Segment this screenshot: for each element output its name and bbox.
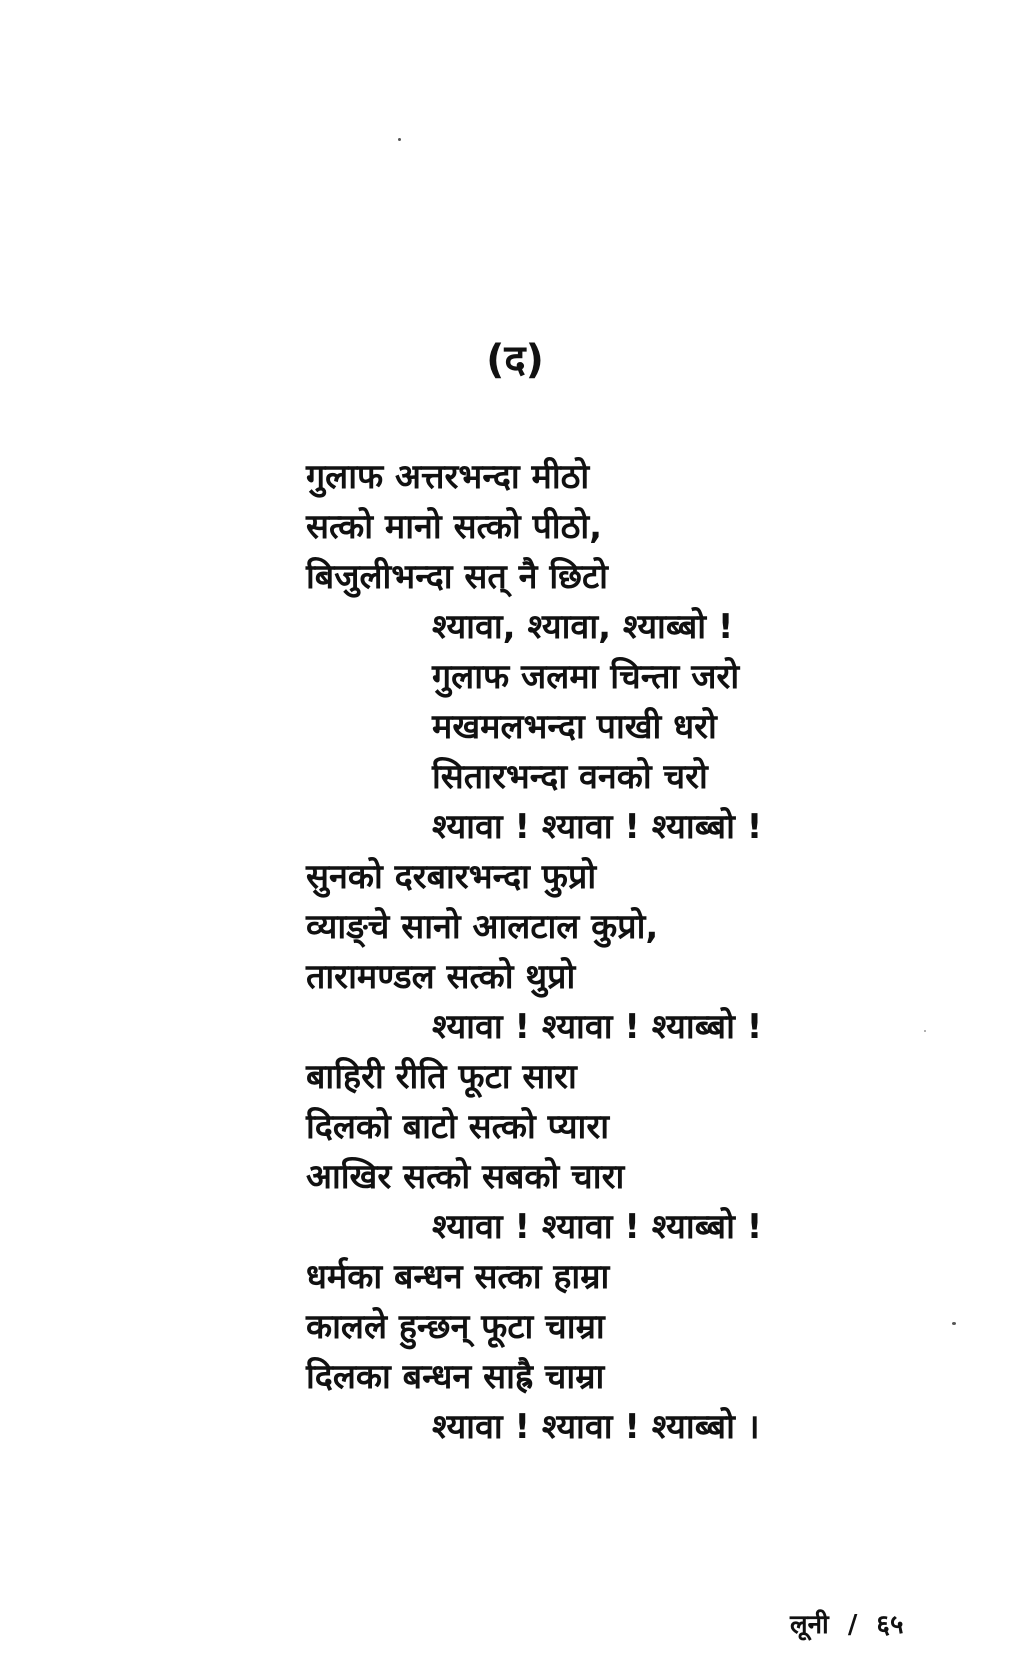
poem-refrain: श्यावा ! श्यावा ! श्याब्बो ! (432, 1007, 763, 1047)
scan-speck (952, 1322, 956, 1325)
poem-line: मखमलभन्दा पाखी धरो (432, 707, 717, 747)
section-heading: (द) (486, 337, 544, 383)
poem-line: आखिर सत्को सबको चारा (306, 1157, 625, 1197)
poem-line: गुलाफ अत्तरभन्दा मीठो (306, 457, 590, 497)
page-footer (790, 1605, 903, 1645)
poem-refrain: श्यावा ! श्यावा ! श्याब्बो । (432, 1407, 760, 1447)
poem-line: बाहिरी रीति फूटा सारा (306, 1057, 577, 1097)
footer-separator: / (847, 1610, 858, 1640)
poem-line: दिलका बन्धन साह्रै चाम्रा (306, 1357, 605, 1397)
poem-line: सुनको दरबारभन्दा फुप्रो (306, 857, 597, 897)
poem-line: गुलाफ जलमा चिन्ता जरो (432, 657, 740, 697)
scan-speck (398, 138, 401, 141)
poem-line: दिलको बाटो सत्को प्यारा (306, 1107, 610, 1147)
poem-line: कालले हुन्छन् फूटा चाम्रा (306, 1307, 605, 1347)
poem-refrain: श्यावा ! श्यावा ! श्याब्बो ! (432, 1207, 763, 1247)
poem-line: सत्को मानो सत्को पीठो, (306, 507, 603, 547)
poem-refrain: श्यावा, श्यावा, श्याब्बो ! (432, 607, 734, 647)
poem-line: व्याङ्चे सानो आलटाल कुप्रो, (306, 907, 659, 947)
poem-line: बिजुलीभन्दा सत् नै छिटो (306, 557, 608, 597)
poem-refrain: श्यावा ! श्यावा ! श्याब्बो ! (432, 807, 763, 847)
page-number: ६५ (876, 1610, 904, 1640)
book-title: लूनी (790, 1610, 829, 1640)
scan-speck (924, 1030, 926, 1032)
poem-line: सितारभन्दा वनको चरो (432, 757, 708, 797)
poem-line: धर्मका बन्धन सत्का हाम्रा (306, 1257, 610, 1297)
poem-line: तारामण्डल सत्को थुप्रो (306, 957, 576, 997)
